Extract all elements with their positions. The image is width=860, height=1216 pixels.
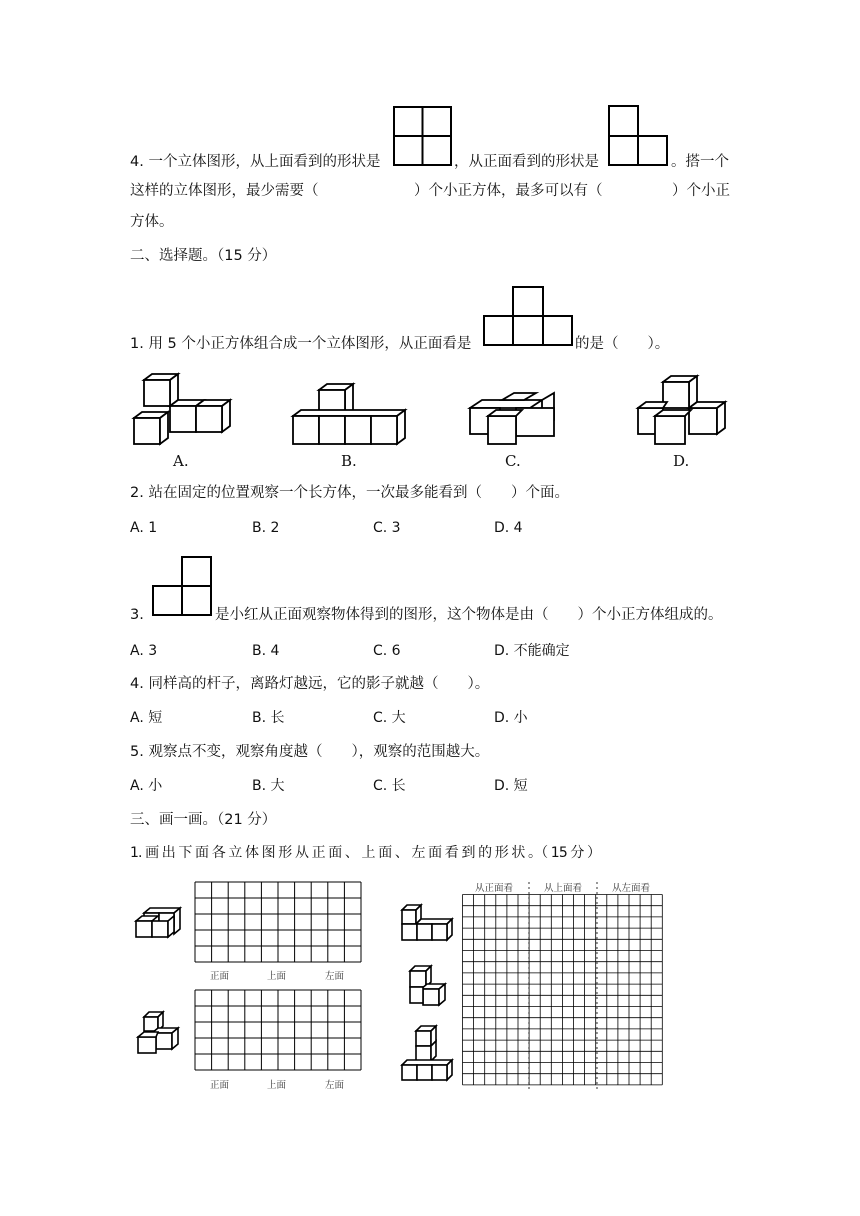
q4-line2-a: 这样的立体图形，最少需要（ — [130, 183, 319, 199]
s2q3-front-figure — [152, 556, 214, 618]
s3q1-text: 1. 画 出 下 面 各 立 体 图 形 从 正 面 、 上 面 、 左 面 看 到 的 形 状 。（ 15 分 ） — [130, 845, 601, 861]
big-grid-header-front: 从正面看 — [475, 883, 514, 894]
q4-line1-b: ，从正面看到的形状是 — [454, 154, 599, 170]
option-c-cubes — [468, 392, 560, 448]
option-d-cubes — [637, 374, 729, 446]
q4-line3: 方体。 — [130, 214, 174, 230]
small-grid-1-label-front: 正面 — [210, 971, 230, 982]
q4-line1-a: 4. 一个立体图形，从上面看到的形状是 — [130, 154, 381, 170]
s2q5-option-d: D. 短 — [494, 778, 528, 794]
section3-heading: 三、画一画。（21 分） — [130, 812, 277, 828]
s2q3-option-c: C. 6 — [373, 643, 401, 659]
q4-line2-c: ）个小正 — [672, 183, 730, 199]
s2q5-option-c: C. 长 — [373, 778, 406, 794]
big-grid — [462, 894, 664, 1090]
small-grid-1 — [194, 881, 364, 963]
small-grid-1-label-left: 左面 — [325, 971, 345, 982]
s3-figure-4 — [407, 965, 449, 1007]
s2q3-option-a: A. 3 — [130, 643, 158, 659]
s2q2-option-b: B. 2 — [252, 520, 280, 536]
s2q2-option-a: A. 1 — [130, 520, 158, 536]
small-grid-2 — [194, 989, 364, 1071]
small-grid-1-label-top: 上面 — [267, 971, 287, 982]
front-view-t-figure — [483, 286, 575, 348]
top-view-figure — [393, 106, 453, 168]
s2q1-text-a: 1. 用 5 个小正方体组合成一个立体图形，从正面看是 — [130, 336, 472, 352]
s2q3-option-d: D. 不能确定 — [494, 643, 570, 659]
s2q4-option-b: B. 长 — [252, 710, 285, 726]
s2q3-option-b: B. 4 — [252, 643, 280, 659]
option-b-label: B. — [341, 452, 357, 470]
s3-figure-5 — [400, 1025, 454, 1081]
section2-heading: 二、选择题。（15 分） — [130, 248, 277, 264]
s2q4-option-a: A. 短 — [130, 710, 163, 726]
option-a-label: A. — [173, 452, 189, 470]
s2q4-option-c: C. 大 — [373, 710, 406, 726]
small-grid-2-label-left: 左面 — [325, 1080, 345, 1091]
s3-figure-2 — [136, 1011, 182, 1055]
small-grid-2-label-front: 正面 — [210, 1080, 230, 1091]
q4-line1-c: 。搭一个 — [671, 154, 729, 170]
option-d-label: D. — [673, 452, 690, 470]
option-a-cubes — [132, 372, 232, 448]
s2q2-option-d: D. 4 — [494, 520, 523, 536]
s3-figure-3 — [400, 904, 454, 944]
s3-figure-1 — [134, 907, 184, 941]
q4-line2-b: ）个小正方体，最多可以有（ — [414, 183, 603, 199]
big-grid-header-top: 从上面看 — [544, 883, 583, 894]
s2q5-option-a: A. 小 — [130, 778, 163, 794]
s2q3-text: 是小红从正面观察物体得到的图形，这个物体是由（ ）个小正方体组成的。 — [215, 607, 723, 623]
s2q3-num: 3. — [130, 607, 144, 623]
s2q1-text-b: 的是（ ）。 — [575, 336, 670, 352]
s2q2-text: 2. 站在固定的位置观察一个长方体，一次最多能看到（ ）个面。 — [130, 485, 569, 501]
small-grid-2-label-top: 上面 — [267, 1080, 287, 1091]
s2q5-option-b: B. 大 — [252, 778, 285, 794]
front-view-figure — [608, 105, 670, 167]
s2q4-option-d: D. 小 — [494, 710, 528, 726]
option-b-cubes — [292, 382, 408, 448]
big-grid-header-left: 从左面看 — [612, 883, 651, 894]
s2q4-text: 4. 同样高的杆子，离路灯越远，它的影子就越（ ）。 — [130, 676, 490, 692]
option-c-label: C. — [505, 452, 521, 470]
s2q2-option-c: C. 3 — [373, 520, 401, 536]
s2q5-text: 5. 观察点不变，观察角度越（ ），观察的范围越大。 — [130, 744, 490, 760]
